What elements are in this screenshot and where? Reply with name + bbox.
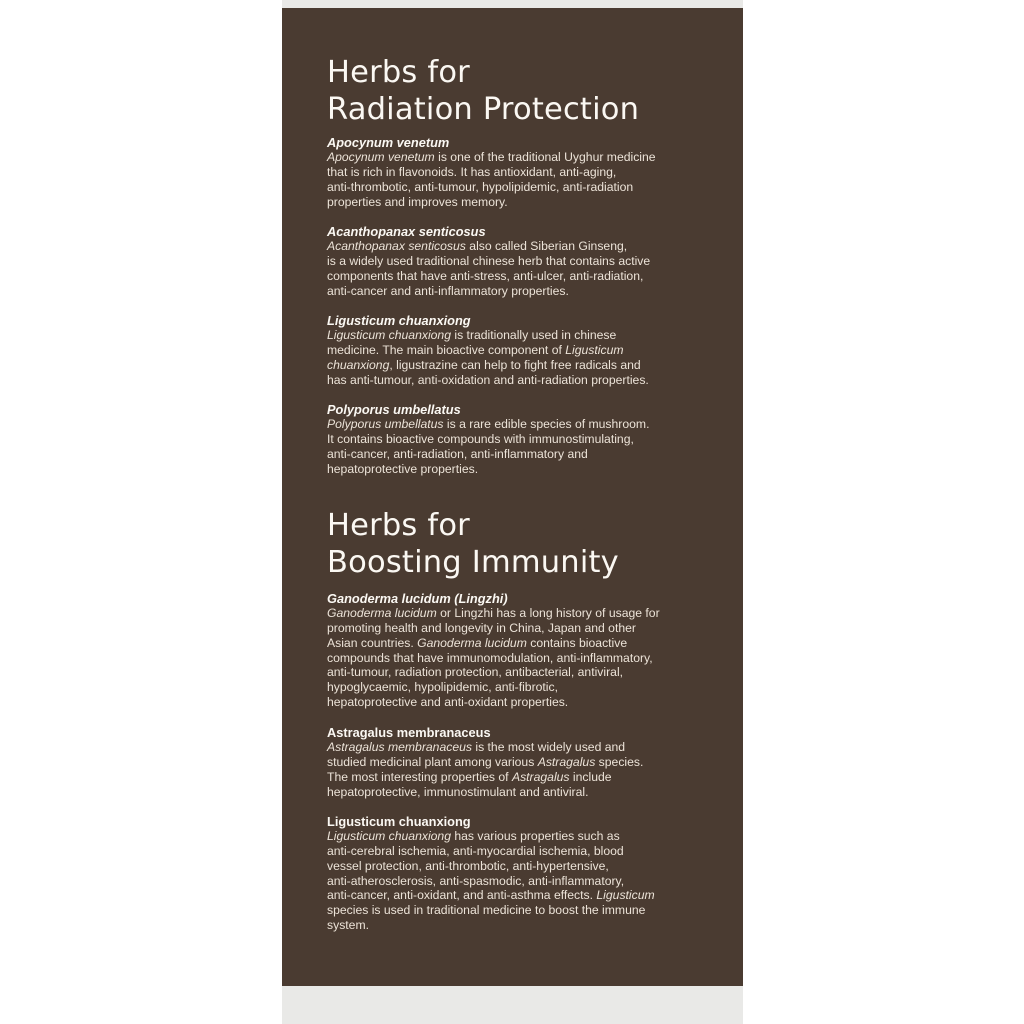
text-run: species.: [595, 754, 644, 769]
text-run: compounds that have immunomodulation, anti-inflammatory,: [327, 650, 653, 665]
italic-term: Ganoderma lucidum: [327, 606, 437, 620]
herb-name: Ligusticum chuanxiong: [327, 814, 471, 829]
italic-term: Acanthopanax senticosus: [327, 239, 466, 253]
herb-description: [327, 328, 727, 387]
herb-entry-astragalus-membranaceus: [327, 725, 727, 799]
herbs-panel: [282, 8, 743, 986]
section-title-line: Radiation Protection: [327, 92, 640, 127]
herb-description: [327, 606, 727, 710]
text-run: anti-tumour, radiation protection, antibacterial, antiviral,: [327, 665, 624, 680]
italic-term: Astragalus: [511, 769, 570, 784]
section-title-line: Boosting Immunity: [327, 545, 619, 580]
description-line: [327, 695, 727, 710]
italic-term: Ganoderma lucidum: [417, 635, 527, 650]
description-line: [327, 918, 727, 933]
text-run: is one of the traditional Uyghur medicine: [434, 150, 656, 164]
herb-name: Ligusticum chuanxiong: [327, 313, 471, 328]
top-border-strip: [282, 0, 743, 8]
description-line: [327, 740, 727, 755]
text-run: also called Siberian Ginseng,: [465, 239, 628, 253]
description-line: [327, 358, 727, 373]
description-line: [327, 829, 727, 844]
herb-name: Astragalus membranaceus: [327, 725, 491, 740]
section-title-boosting-immunity: [327, 507, 619, 581]
text-run: studied medicinal plant among various: [327, 754, 538, 769]
herb-description: [327, 740, 727, 799]
description-line: [327, 770, 727, 785]
italic-term: Ligusticum: [565, 342, 624, 357]
description-line: [327, 165, 727, 180]
description-line: [327, 180, 727, 195]
text-run: components that have anti-stress, anti-ulcer, anti-radiation,: [327, 268, 644, 283]
herb-entry-ganoderma-lucidum: [327, 591, 727, 710]
text-run: hepatoprotective and anti-oxidant properties.: [327, 695, 569, 710]
text-run: that is rich in flavonoids. It has antioxidant, anti-aging,: [327, 164, 617, 179]
italic-term: chuanxiong: [327, 357, 390, 372]
herb-description: [327, 829, 727, 933]
herb-name: Polyporus umbellatus: [327, 402, 461, 417]
description-line: [327, 150, 727, 165]
description-line: [327, 462, 727, 477]
herb-name: Ganoderma lucidum (Lingzhi): [327, 591, 508, 606]
text-run: is a rare edible species of mushroom.: [443, 417, 650, 431]
text-run: , ligustrazine can help to fight free radicals and: [389, 357, 641, 372]
italic-term: Ligusticum chuanxiong: [327, 328, 451, 342]
text-run: hepatoprotective, immunostimulant and antiviral.: [327, 784, 589, 799]
description-line: [327, 636, 727, 651]
description-line: [327, 665, 727, 680]
italic-term: Astragalus: [537, 754, 596, 769]
description-line: [327, 373, 727, 388]
herb-name: Acanthopanax senticosus: [327, 224, 486, 239]
text-run: vessel protection, anti-thrombotic, anti-hypertensive,: [327, 858, 609, 873]
italic-term: Astragalus membranaceus: [327, 740, 472, 754]
text-run: Asian countries.: [327, 635, 418, 650]
herb-entry-apocynum-venetum: [327, 135, 727, 209]
description-line: [327, 680, 727, 695]
herb-entry-acanthopanax-senticosus: [327, 224, 727, 298]
herb-name: Apocynum venetum: [327, 135, 450, 150]
section-title-line: Herbs for: [327, 55, 470, 90]
text-run: medicine. The main bioactive component of: [327, 342, 566, 357]
italic-term: Apocynum venetum: [327, 150, 435, 164]
description-line: [327, 254, 727, 269]
text-run: or Lingzhi has a long history of usage for: [436, 606, 660, 620]
text-run: include: [569, 769, 612, 784]
description-line: [327, 903, 727, 918]
description-line: [327, 844, 727, 859]
description-line: [327, 874, 727, 889]
text-run: It contains bioactive compounds with immunostimulating,: [327, 431, 634, 446]
text-run: anti-cerebral ischemia, anti-myocardial ischemia, blood: [327, 843, 624, 858]
description-line: [327, 606, 727, 621]
text-run: The most interesting properties of: [327, 769, 512, 784]
text-run: has various properties such as: [450, 829, 620, 843]
description-line: [327, 195, 727, 210]
text-run: anti-thrombotic, anti-tumour, hypolipidemic, anti-radiation: [327, 179, 634, 194]
herb-entry-ligusticum-chuanxiong-immunity: [327, 814, 727, 933]
text-run: contains bioactive: [526, 635, 628, 650]
description-line: [327, 859, 727, 874]
section-title-radiation-protection: [327, 54, 639, 128]
bottom-border-strip: [282, 986, 743, 1024]
description-line: [327, 284, 727, 299]
text-run: hypoglycaemic, hypolipidemic, anti-fibrotic,: [327, 680, 558, 695]
description-line: [327, 651, 727, 666]
description-line: [327, 785, 727, 800]
italic-term: Polyporus umbellatus: [327, 417, 444, 431]
text-run: is the most widely used and: [471, 740, 626, 754]
text-run: anti-cancer, anti-radiation, anti-inflammatory and: [327, 446, 588, 461]
italic-term: Ligusticum chuanxiong: [327, 829, 451, 843]
text-run: anti-cancer and anti-inflammatory properties.: [327, 283, 569, 298]
text-run: anti-atherosclerosis, anti-spasmodic, anti-inflammatory,: [327, 873, 625, 888]
herb-entry-ligusticum-chuanxiong-radiation: [327, 313, 727, 387]
description-line: [327, 621, 727, 636]
text-run: system.: [327, 918, 369, 933]
description-line: [327, 328, 727, 343]
text-run: anti-cancer, anti-oxidant, and anti-asthma effects.: [327, 888, 597, 903]
herb-description: [327, 150, 727, 209]
text-run: has anti-tumour, anti-oxidation and anti-radiation properties.: [327, 372, 649, 387]
text-run: hepatoprotective properties.: [327, 461, 479, 476]
text-run: is a widely used traditional chinese herb that contains active: [327, 253, 651, 268]
description-line: [327, 888, 727, 903]
description-line: [327, 447, 727, 462]
description-line: [327, 755, 727, 770]
herb-description: [327, 239, 727, 298]
italic-term: Ligusticum: [596, 888, 655, 903]
text-run: is traditionally used in chinese: [450, 328, 617, 342]
description-line: [327, 417, 727, 432]
description-line: [327, 343, 727, 358]
section-title-line: Herbs for: [327, 508, 470, 543]
herb-description: [327, 417, 727, 476]
text-run: properties and improves memory.: [327, 194, 508, 209]
description-line: [327, 239, 727, 254]
description-line: [327, 269, 727, 284]
description-line: [327, 432, 727, 447]
text-run: species is used in traditional medicine to boost the immune: [327, 903, 646, 918]
text-run: promoting health and longevity in China, Japan and other: [327, 620, 636, 635]
herb-entry-polyporus-umbellatus: [327, 402, 727, 476]
